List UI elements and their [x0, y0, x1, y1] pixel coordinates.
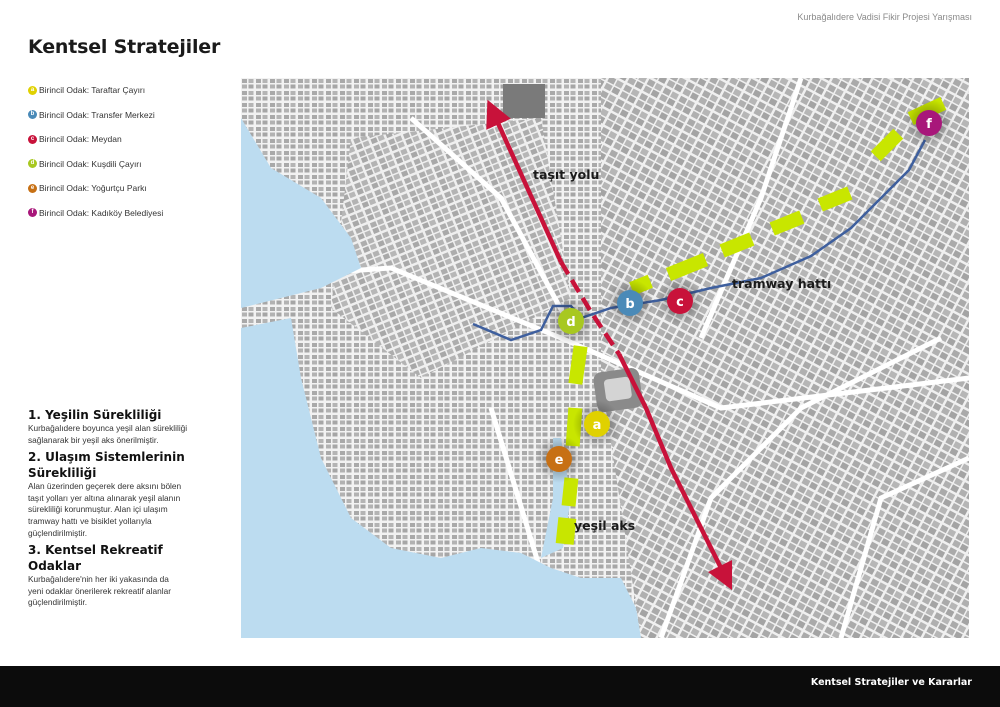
strategy-text: yeni odaklar önerilerek rekreatif alanlar	[28, 585, 171, 596]
legend-item-c	[28, 127, 228, 152]
legend-item-e	[28, 176, 228, 201]
marker-letter: d	[566, 315, 576, 330]
marker-letter: b	[625, 297, 635, 312]
marker-letter: a	[592, 418, 602, 433]
strategies-section	[28, 407, 233, 612]
strategy-text: taşıt yolları yer altına alınarak yeşil alanın	[28, 492, 181, 503]
strategy-text: tramway hattı ve bisiklet yollarıyla	[28, 515, 152, 526]
strategy-text: Kurbağalıdere boyunca yeşil alan sürekliliği	[28, 423, 188, 433]
focus-c-icon: c	[28, 135, 37, 144]
marker-letter: f	[926, 117, 932, 132]
legend-label: Birincil Odak: Kuşdili Çayırı	[39, 158, 142, 169]
focus-f-icon: f	[28, 208, 37, 217]
legend-item-f	[28, 201, 228, 226]
focus-marker-b	[606, 279, 654, 327]
strategy-text: sağlanarak bir yeşil aks önerilmiştir.	[28, 434, 159, 445]
legend-item-a	[28, 78, 228, 103]
stadium-field	[603, 376, 632, 401]
strategy-transport-continuity	[28, 449, 233, 539]
strategy-title: 1. Yeşilin Sürekliliği	[28, 408, 162, 422]
focus-marker-d	[547, 297, 595, 345]
focus-marker-c	[656, 277, 704, 325]
green-axis-label: yeşil aks	[574, 518, 636, 533]
legend-label: Birincil Odak: Yoğurtçu Parkı	[39, 183, 147, 194]
focus-d-icon: d	[28, 159, 37, 168]
legend-label: Birincil Odak: Taraftar Çayırı	[39, 85, 146, 96]
focus-a-icon: a	[28, 86, 37, 95]
building-block	[503, 84, 545, 118]
strategy-title: Odaklar	[28, 559, 81, 574]
strategy-title: Sürekliliği	[28, 466, 97, 481]
road-label: taşıt yolu	[533, 167, 600, 182]
marker-letter: e	[554, 453, 564, 468]
map-svg	[241, 78, 969, 638]
legend-item-d	[28, 152, 228, 177]
legend-label: Birincil Odak: Meydan	[39, 134, 122, 145]
legend-label: Birincil Odak: Transfer Merkezi	[39, 109, 155, 120]
strategy-map	[241, 78, 969, 638]
project-caption: Kurbağalıdere Vadisi Fikir Projesi Yarışması	[797, 12, 972, 22]
legend	[28, 78, 228, 225]
focus-marker-f	[905, 99, 953, 147]
strategy-recreational-foci	[28, 542, 233, 609]
strategy-text: Kurbağalıdere'nin her iki yakasında da	[28, 574, 169, 585]
legend-label: Birincil Odak: Kadıköy Belediyesi	[39, 207, 164, 218]
strategy-text: Alan üzerinden geçerek dere aksını bölen	[28, 481, 182, 492]
strategy-green-continuity	[28, 407, 233, 446]
focus-marker-e	[535, 435, 583, 483]
focus-e-icon: e	[28, 184, 37, 193]
strategy-title: 3. Kentsel Rekreatif	[28, 543, 163, 558]
marker-letter: c	[676, 295, 684, 310]
page-title: Kentsel Stratejiler	[28, 36, 221, 58]
legend-item-b	[28, 103, 228, 128]
strategy-text: güçlendirilmiştir.	[28, 597, 88, 608]
focus-b-icon: b	[28, 110, 37, 119]
strategy-title: 2. Ulaşım Sistemlerinin	[28, 450, 185, 465]
footer-title: Kentsel Stratejiler ve Kararlar	[810, 677, 972, 688]
strategy-text: güçlendirilmiştir.	[28, 527, 88, 538]
tram-label: tramway hattı	[732, 276, 832, 291]
strategy-text: sürekliliği korunmuştur. Alan içi ulaşım	[28, 504, 168, 515]
focus-marker-a	[573, 400, 621, 448]
